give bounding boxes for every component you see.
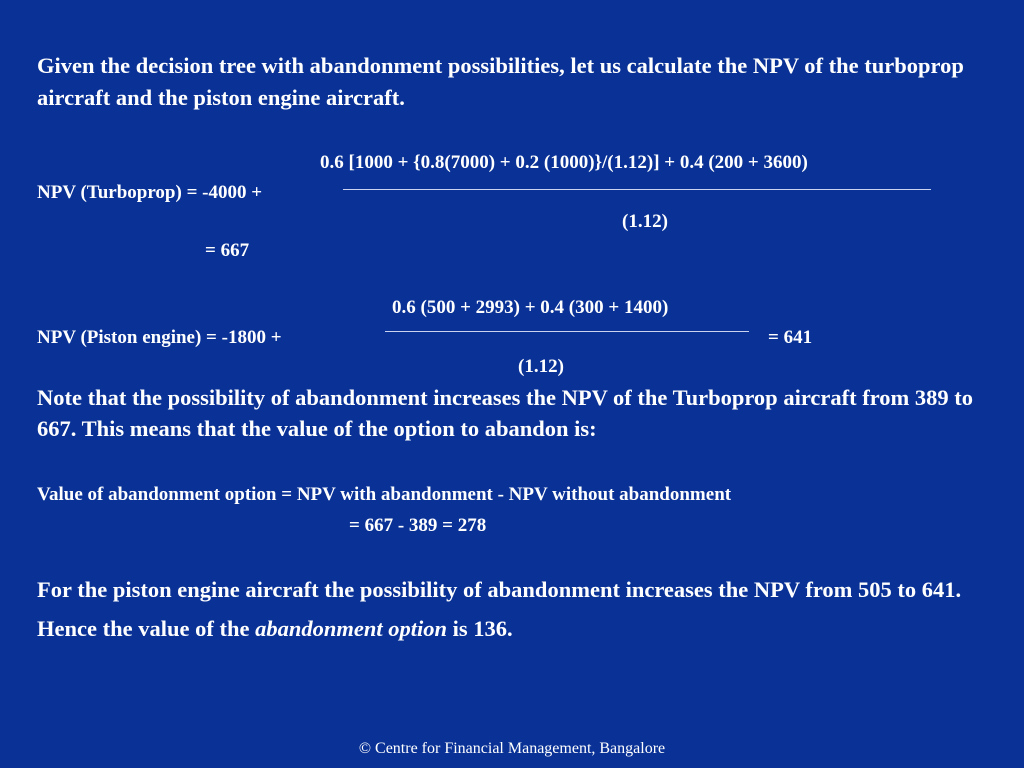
turboprop-denominator: (1.12) [622,211,668,232]
turboprop-numerator: 0.6 [1000 + {0.8(7000) + 0.2 (1000)}/(1.12)] + 0.4 (200 + 3600) [320,152,808,173]
piston-npv-label: NPV (Piston engine) = -1800 + [37,327,282,348]
piston-denominator: (1.12) [518,356,564,377]
piston-fraction-line [385,331,749,332]
turboprop-fraction-line [343,189,931,190]
final-text-before: For the piston engine aircraft the possibility of abandonment increases the NPV from 505 to 641. Hence the value of the [37,577,962,641]
turboprop-result: = 667 [205,240,250,261]
turboprop-npv-label: NPV (Turboprop) = -4000 + [37,182,263,203]
final-paragraph [37,570,997,648]
note-text: Note that the possibility of abandonment increases the NPV of the Turboprop aircraft from 389 to 667. This means that the value of the option to abandon is: [37,385,974,441]
value-result: = 667 - 389 = 278 [349,515,487,536]
intro-text: Given the decision tree with abandonment possibilities, let us calculate the NPV of the turboprop aircraft and the piston engine aircraft. [37,53,964,110]
final-text-emphasis: abandonment option [255,616,448,641]
piston-numerator: 0.6 (500 + 2993) + 0.4 (300 + 1400) [392,297,669,318]
footer-copyright: © Centre for Financial Management, Bangalore [358,740,666,757]
piston-result: = 641 [768,327,813,348]
final-text-after: is 136. [447,616,513,641]
value-formula: Value of abandonment option = NPV with abandonment - NPV without abandonment [37,484,732,505]
